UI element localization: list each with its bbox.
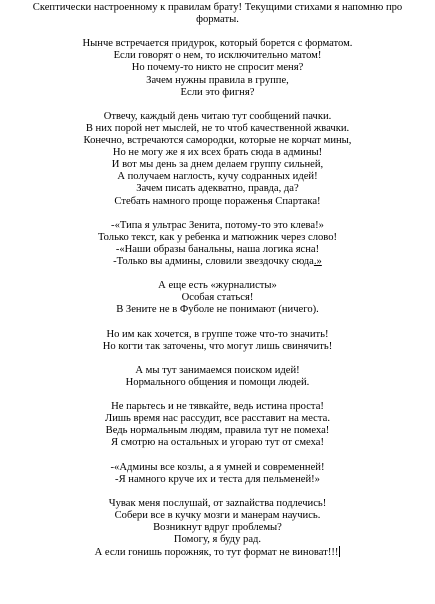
poem-line: Особая статься! <box>181 292 254 304</box>
poem-text <box>4 2 431 558</box>
poem-line: Стебать намного проще пораженья Спартака! <box>114 195 321 207</box>
poem-line: -«Админы все козлы, а я умней и современней! <box>110 461 325 473</box>
poem-line: В Зените не в Фуболе не понимают (ничего). <box>116 304 319 316</box>
poem-line: Но не могу же я их всех брать сюда в админы! <box>112 147 323 159</box>
poem-line: Но им как хочется, в группе тоже что-то значить! <box>106 328 329 340</box>
poem-line: форматы. <box>196 14 239 26</box>
stanza-break <box>4 353 431 365</box>
poem-line: Только текст, как у ребенка и матюжник через слово! <box>97 231 338 243</box>
poem-line: В них порой нет мыслей, не то чтоб качественной жвачки. <box>85 122 350 134</box>
poem-line: Помогу, я буду рад. <box>173 534 262 546</box>
poem-line: И вот мы день за днем делаем группу сильней, <box>111 159 324 171</box>
poem-line: А мы тут занимаемся поиском идей! <box>135 364 300 376</box>
poem-line: Но когти так заточены, что могут лишь свинячить! <box>102 340 333 352</box>
stanza-break <box>4 26 431 38</box>
poem-line: -«Наши образы банальны, наша логика ясна! <box>115 243 320 255</box>
poem-line: Нормального общения и помощи людей. <box>125 376 310 388</box>
poem-line: Возникнут вдруг проблемы? <box>153 522 282 534</box>
poem-line: Собери все в кучку мозги и манерам научись. <box>114 509 321 521</box>
poem-line: -Я намного круче их и теста для пельменей!» <box>115 473 320 485</box>
poem-line: Нынче встречается придурок, который борется с форматом. <box>82 38 353 50</box>
poem-line: -Только вы админы, словили звездочку сюда.» <box>113 255 322 267</box>
stanza-break <box>4 99 431 111</box>
stanza-break <box>4 208 431 220</box>
poem-line: Если это фигня? <box>180 86 255 98</box>
poem-line <box>4 546 431 558</box>
poem-line: Не парьтесь и не тявкайте, ведь истина проста! <box>111 401 324 413</box>
poem-line: Если говорят о нем, то исключительно матом! <box>113 50 322 62</box>
poem-line: Зачем нужны правила в группе, <box>146 74 289 86</box>
poem-line: Зачем писать адекватно, правда, да? <box>136 183 299 195</box>
stanza-break <box>4 389 431 401</box>
stanza-break <box>4 268 431 280</box>
poem-line: Чувак меня послушай, от заznайства подлечись! <box>108 497 327 509</box>
poem-line: Скептически настроенному к правилам брату! Текущими стихами я напомню про <box>32 2 403 13</box>
text-cursor <box>339 546 340 557</box>
poem-line: Я смотрю на остальных и угораю тут от смеха! <box>111 437 324 449</box>
poem-line: А получаем наглость, кучу содранных идей! <box>117 171 318 183</box>
poem-line: А еще есть «журналисты» <box>158 280 277 292</box>
underlined-text: .» <box>313 255 322 267</box>
poem-line: Но почему-то никто не спросит меня? <box>131 62 304 74</box>
poem-line: -«Типа я ультрас Зенита, потому-то это клева!» <box>111 219 324 231</box>
stanza-break <box>4 486 431 498</box>
poem-line: Лишь время нас рассудит, все расставит на места. <box>105 413 330 425</box>
stanza-break <box>4 316 431 328</box>
poem-line-text: А если гонишь порожняк, то тут формат не виноват!!! <box>94 547 339 559</box>
poem-line: Ведь нормальным людям, правила тут не помеха! <box>105 425 330 437</box>
stanza-break <box>4 449 431 461</box>
poem-line: Конечно, встречаются самородки, которые не корчат мины, <box>83 135 352 147</box>
poem-line: Отвечу, каждый день читаю тут сообщений пачки. <box>103 110 332 122</box>
